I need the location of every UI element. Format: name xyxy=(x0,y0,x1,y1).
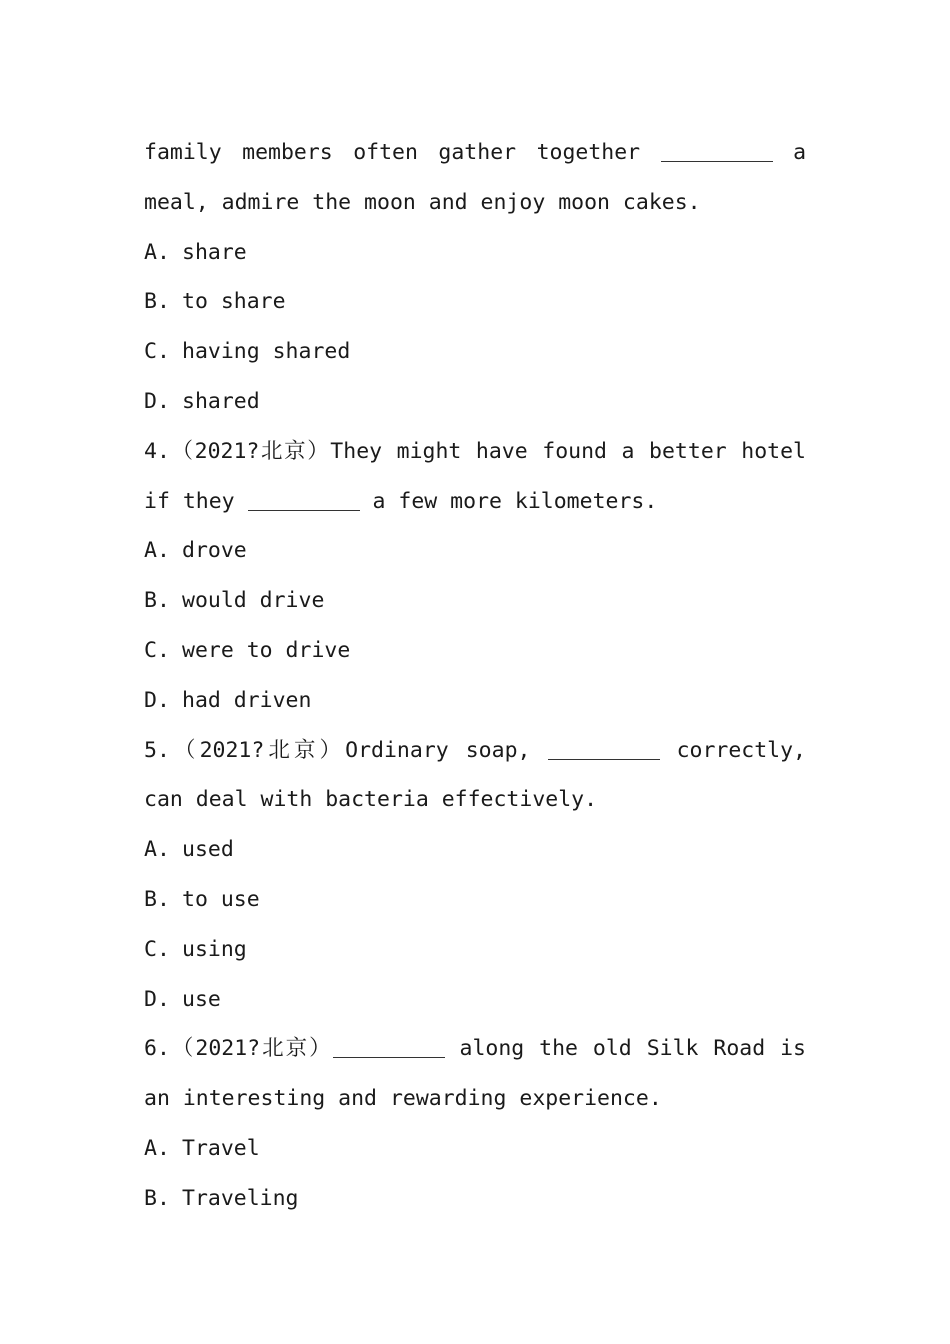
option-a: A. share xyxy=(144,239,247,265)
option-d: D. shared xyxy=(144,388,260,414)
answer-blank xyxy=(333,1036,445,1059)
question-6-line: 6.（2021?北京） along the old Silk Road is xyxy=(144,1036,807,1062)
question-5-line: 5.（2021?北京）Ordinary soap, correctly, xyxy=(144,737,807,763)
option-b: B. Traveling xyxy=(144,1185,299,1211)
option-a: A. drove xyxy=(144,538,247,564)
option-c: C. having shared xyxy=(144,339,351,365)
answer-blank xyxy=(248,488,360,511)
question-5-line: can deal with bacteria effectively. xyxy=(144,787,598,813)
document-page xyxy=(144,128,806,1224)
option-d: D. use xyxy=(144,986,221,1012)
option-c: C. were to drive xyxy=(144,637,351,663)
answer-blank xyxy=(661,140,773,163)
question-text-line: family members often gather together a xyxy=(144,140,807,165)
question-4-line: 4.（2021?北京）They might have found a better hotel xyxy=(144,438,806,464)
question-6-line: an interesting and rewarding experience. xyxy=(144,1086,662,1112)
option-b: B. to share xyxy=(144,289,286,315)
option-c: C. using xyxy=(144,936,247,962)
question-4-line: if they a few more kilometers. xyxy=(144,488,658,514)
answer-blank xyxy=(548,737,660,760)
option-a: A. used xyxy=(144,837,234,863)
option-b: B. to use xyxy=(144,886,260,912)
question-text-line: meal, admire the moon and enjoy moon cakes. xyxy=(144,189,701,215)
option-a: A. Travel xyxy=(144,1135,260,1161)
option-d: D. had driven xyxy=(144,687,312,713)
option-b: B. would drive xyxy=(144,588,325,614)
